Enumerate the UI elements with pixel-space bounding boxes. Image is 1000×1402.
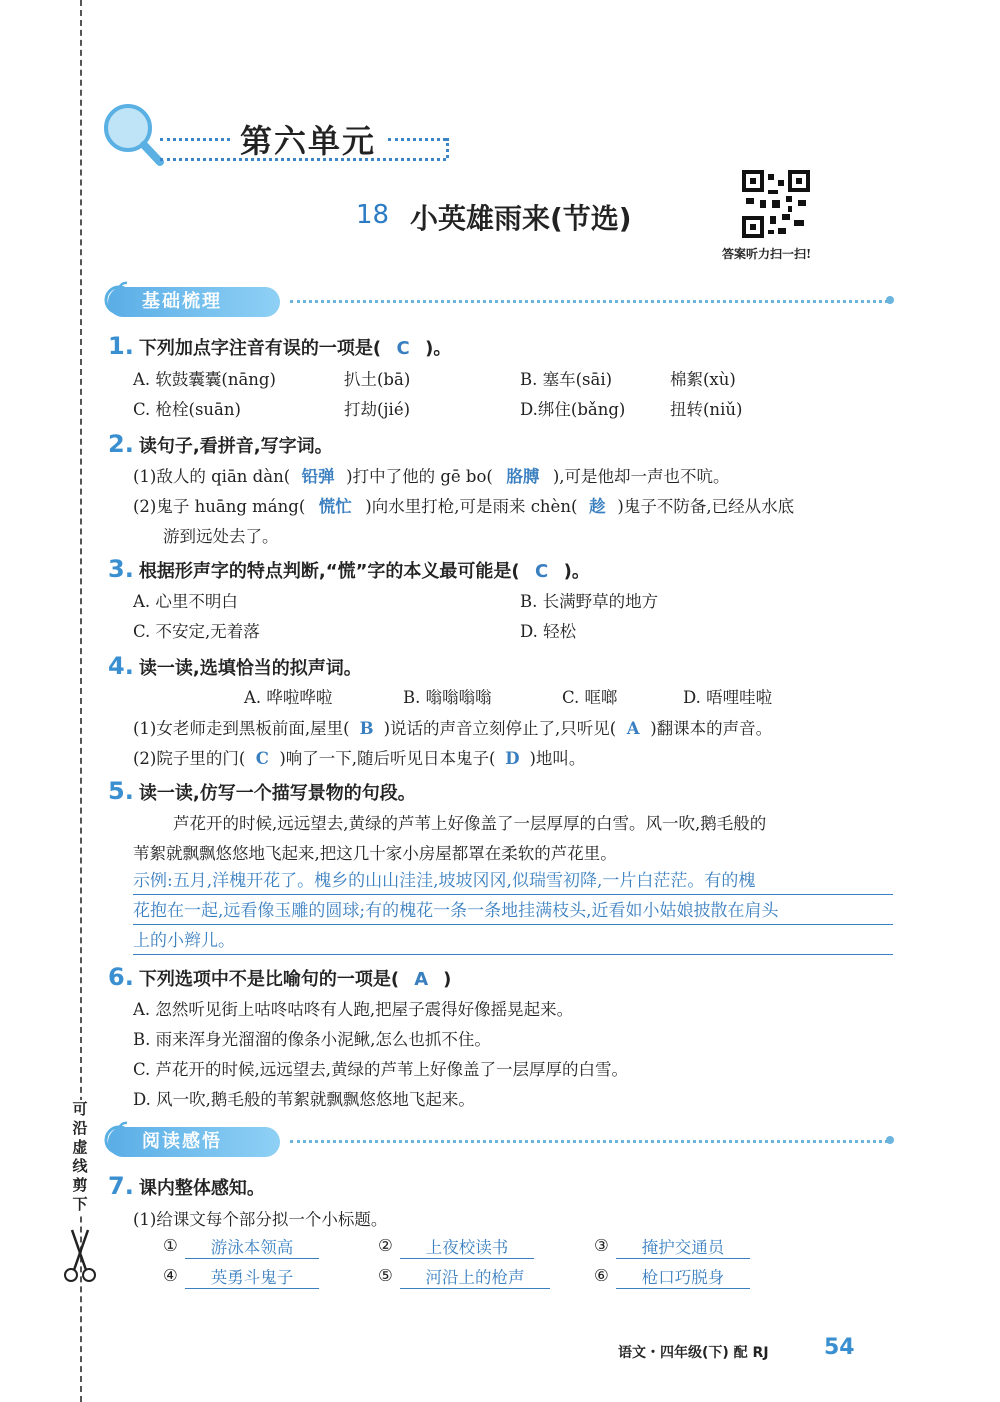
q4-l1-c: )翻课本的声音。 (650, 719, 773, 738)
q4-line2 (133, 745, 585, 769)
q1-close: )。 (425, 338, 452, 359)
q7-text: 课内整体感知。 (138, 1178, 265, 1199)
q2-l2-c: )鬼子不防备,已经从水底 (617, 497, 795, 516)
section-reading-end (886, 1136, 894, 1144)
q4-text: 读一读,选填恰当的拟声词。 (138, 658, 362, 679)
q4-l2-ans1[interactable]: C (255, 749, 269, 768)
q4-l1-b: )说话的声音立刻停止了,只听见( (383, 719, 617, 738)
q2-l2-a: (2)鬼子 huāng máng( (133, 497, 306, 516)
q4-l2-b: )响了一下,随后听见日本鬼子( (279, 749, 496, 768)
q4-line1 (133, 715, 772, 739)
q1-opt-d: D.绑住(bǎng) (520, 400, 626, 419)
q7-item-3-answer[interactable]: 掩护交通员 (616, 1234, 750, 1259)
q7-item-1-answer[interactable]: 游泳本领高 (185, 1234, 319, 1259)
q2-l2-ans1[interactable]: 慌忙 (318, 497, 352, 516)
q2 (108, 430, 333, 458)
q2-l2-ans2[interactable]: 趁 (589, 497, 606, 516)
q2-num: 2. (108, 430, 134, 458)
section-basic-dots (290, 300, 888, 303)
q5-answer-line-3[interactable]: 上的小辫儿。 (133, 928, 893, 955)
q3-num: 3. (108, 555, 134, 583)
q6-close: ) (443, 969, 452, 990)
q7-num: 7. (108, 1172, 134, 1200)
q3-answer[interactable]: C (535, 561, 549, 582)
q7-item-2-answer[interactable]: 上夜校读书 (400, 1234, 534, 1259)
q4-l1-ans1[interactable]: B (359, 719, 374, 738)
lesson-title: 小英雄雨来(节选) (410, 202, 632, 235)
q1-opt-d2: 扭转(niǔ) (670, 400, 743, 419)
q7-sub: (1)给课文每个部分拟一个小标题。 (133, 1210, 388, 1229)
q5-passage-2: 苇絮就飘飘悠悠地飞起来,把这几十家小房屋都罩在柔软的芦花里。 (133, 844, 617, 863)
header-dots-right (388, 138, 446, 141)
q7-item-4-label: ④ (163, 1266, 178, 1285)
q4-l2-a: (2)院子里的门( (133, 749, 246, 768)
q6 (108, 963, 451, 991)
q2-line2 (133, 493, 794, 517)
q6-text: 下列选项中不是比喻句的一项是( (138, 969, 400, 990)
q2-l1-ans1[interactable]: 铅弹 (301, 467, 335, 486)
header-dots-bottom (160, 158, 446, 161)
q7-item-4-answer[interactable]: 英勇斗鬼子 (185, 1264, 319, 1289)
cut-note: 可沿虚线剪下 (70, 1100, 90, 1214)
section-reading: 阅读感悟 (108, 1127, 280, 1157)
q2-text: 读句子,看拼音,写字词。 (138, 436, 333, 457)
q3-close: )。 (563, 561, 590, 582)
q7-item-5-label: ⑤ (378, 1266, 393, 1285)
q7-item-6-answer[interactable]: 枪口巧脱身 (616, 1264, 750, 1289)
section-basic: 基础梳理 (108, 287, 280, 317)
q7 (108, 1172, 265, 1200)
q7-item-5-answer[interactable]: 河沿上的枪声 (400, 1264, 550, 1289)
q4-opt-a: A. 哗啦哗啦 (244, 688, 333, 707)
qr-code-icon[interactable] (742, 170, 810, 238)
q6-num: 6. (108, 963, 134, 991)
footer-text: 语文・四年级(下) 配 RJ (618, 1345, 769, 1361)
q3-opt-b: B. 长满野草的地方 (520, 592, 659, 611)
section-reading-dots (290, 1140, 888, 1143)
q1-answer[interactable]: C (396, 338, 410, 359)
q4-opt-d: D. 唔哩哇啦 (683, 688, 773, 707)
q4-l2-ans2[interactable]: D (505, 749, 520, 768)
q6-opt-a: A. 忽然听见街上咕咚咕咚有人跑,把屋子震得好像摇晃起来。 (133, 1000, 574, 1019)
q5-num: 5. (108, 777, 134, 805)
q5-answer-line-2[interactable]: 花抱在一起,远看像玉雕的圆球;有的槐花一条一条地挂满枝头,近看如小姑娘披散在肩头 (133, 898, 893, 925)
unit-title: 第六单元 (240, 122, 377, 160)
section-basic-end (886, 296, 894, 304)
header-dots-corner (446, 138, 449, 158)
q4-opt-c: C. 哐啷 (562, 688, 618, 707)
q2-l1-b: )打中了他的 gē bo( (346, 467, 493, 486)
q2-l1-ans2[interactable]: 胳膊 (506, 467, 540, 486)
scissors-icon (62, 1225, 98, 1285)
q3-opt-a: A. 心里不明白 (133, 592, 238, 611)
q4-num: 4. (108, 652, 134, 680)
q6-opt-b: B. 雨来浑身光溜溜的像条小泥鳅,怎么也抓不住。 (133, 1030, 491, 1049)
q1-opt-a2: 扒土(bā) (344, 370, 411, 389)
header-dots-left (160, 138, 230, 141)
q7-item-1-label: ① (163, 1236, 178, 1255)
q2-l1-a: (1)敌人的 qiān dàn( (133, 467, 291, 486)
q1-opt-c: C. 枪栓(suān) (133, 400, 241, 419)
q4-l1-ans2[interactable]: A (626, 719, 640, 738)
q6-opt-d: D. 风一吹,鹅毛般的苇絮就飘飘悠悠地飞起来。 (133, 1090, 475, 1109)
q4 (108, 652, 362, 680)
q1-opt-c2: 打劫(jié) (344, 400, 411, 419)
lesson-number: 18 (356, 200, 390, 230)
q5-passage-1: 芦花开的时候,远远望去,黄绿的芦苇上好像盖了一层厚厚的白雪。风一吹,鹅毛般的 (173, 814, 767, 833)
q3-opt-d: D. 轻松 (520, 622, 577, 641)
q2-l1-c: ),可是他却一声也不吭。 (552, 467, 730, 486)
q3-text: 根据形声字的特点判断,“慌”字的本义最可能是( (138, 561, 520, 582)
q1-opt-b2: 棉絮(xù) (670, 370, 736, 389)
q3-opt-c: C. 不安定,无着落 (133, 622, 260, 641)
q6-answer[interactable]: A (414, 969, 429, 990)
q4-l2-c: )地叫。 (529, 749, 586, 768)
q5-answer-line-1[interactable]: 示例:五月,洋槐开花了。槐乡的山山洼洼,坡坡冈冈,似瑞雪初降,一片白茫茫。有的槐 (133, 868, 893, 895)
q2-l2-b: )向水里打枪,可是雨来 chèn( (365, 497, 578, 516)
q3 (108, 555, 590, 583)
q1-num: 1. (108, 332, 134, 360)
q7-item-3-label: ③ (594, 1236, 609, 1255)
q4-l1-a: (1)女老师走到黑板前面,屋里( (133, 719, 350, 738)
q7-item-6-label: ⑥ (594, 1266, 609, 1285)
q1-opt-b: B. 塞车(sāi) (520, 370, 613, 389)
qr-caption: 答案听力扫一扫! (722, 247, 812, 261)
q1-opt-a: A. 软鼓囊囊(nāng) (133, 370, 276, 389)
q5 (108, 777, 416, 805)
q1-text: 下列加点字注音有误的一项是( (138, 338, 382, 359)
q4-opt-b: B. 嗡嗡嗡嗡 (403, 688, 492, 707)
q1 (108, 332, 451, 360)
page-number: 54 (824, 1335, 855, 1360)
q2-line1 (133, 463, 730, 487)
q2-line3: 游到远处去了。 (163, 527, 279, 546)
q7-item-2-label: ② (378, 1236, 393, 1255)
q5-text: 读一读,仿写一个描写景物的句段。 (138, 783, 416, 804)
q6-opt-c: C. 芦花开的时候,远远望去,黄绿的芦苇上好像盖了一层厚厚的白雪。 (133, 1060, 629, 1079)
magnifier-icon (102, 100, 164, 166)
